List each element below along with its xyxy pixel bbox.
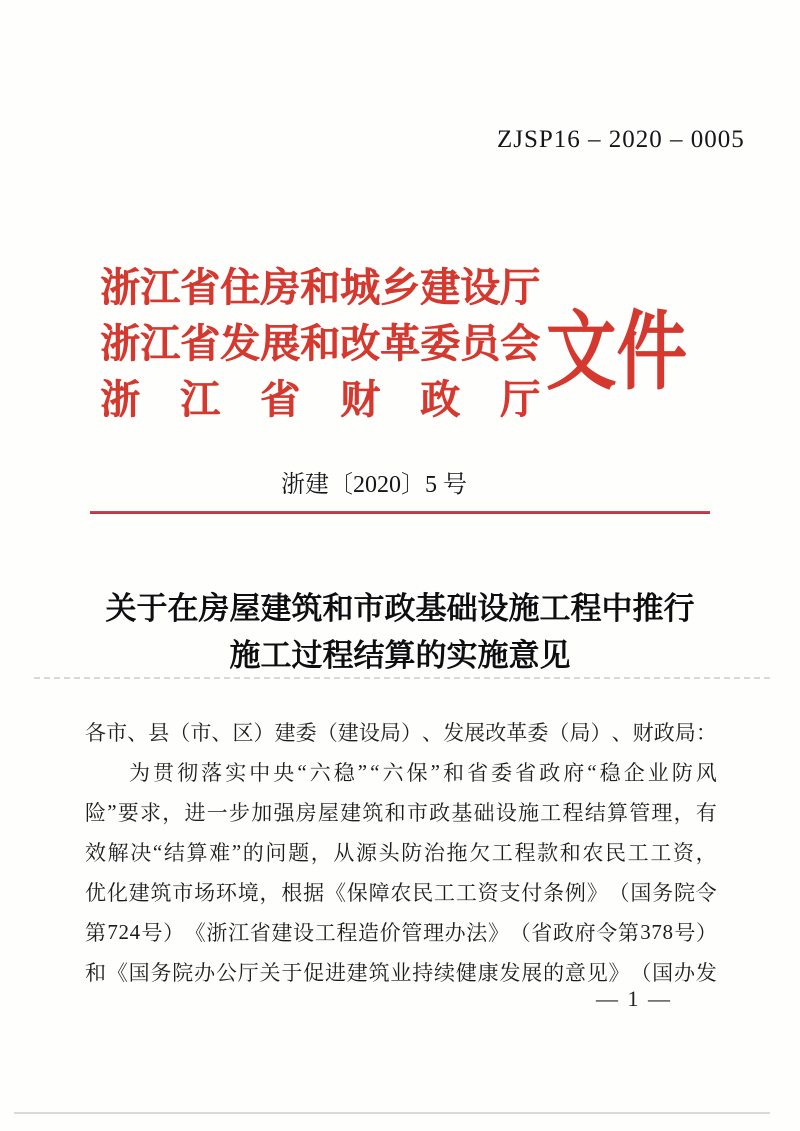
body-line: 效 解 决 “ 结 算 难 ” 的 问 题 ， 从 源 头 防 治 拖 欠 工 程 款 和 农 民 工 工 资 ，	[85, 839, 717, 865]
body-line: 为 贯 彻 落 实 中 央 “ 六 稳 ” “ 六 保 ” 和 省 委 省 政 府 “ 稳 企 业 防 风	[129, 759, 717, 785]
body-line: 和 《 国 务 院 办 公 厅 关 于 促 进 建 筑 业 持 续 健 康 发 展 的 意 见 》 （ 国 办 发	[85, 961, 717, 985]
scan-fold-artifact	[34, 677, 770, 679]
document-title	[0, 585, 800, 679]
document-body	[85, 712, 717, 992]
archival-index-code: ZJSP16 – 2020 – 0005	[497, 126, 745, 153]
agency-name-housing-construction: 浙 江 省 住 房 和 城 乡 建 设 厅	[100, 265, 540, 310]
document-reference-number: 浙建〔2020〕5 号	[281, 472, 467, 498]
salutation-line: 各 市 、 县 （ 市 、 区 ） 建 委 （ 建 设 局 ） 、 发 展 改 革 委 （ 局 ） 、 财 政 局 ：	[85, 721, 717, 745]
agency-name-finance: 浙 江 省 财 政 厅	[100, 377, 540, 422]
issuing-agencies	[100, 266, 540, 422]
body-line: 险 ” 要 求 ， 进 一 步 加 强 房 屋 建 筑 和 市 政 基 础 设 施 工 程 结 算 管 理 ， 有	[85, 799, 717, 825]
agency-name-development-reform: 浙 江 省 发 展 和 改 革 委 员 会	[100, 321, 540, 366]
doc-type-label: 文件	[546, 304, 688, 400]
title-line-1: 关于在房屋建筑和市政基础设施工程中推行	[105, 591, 695, 626]
body-line: 第 7 2 4 号 ） 《 浙 江 省 建 设 工 程 造 价 管 理 办 法 》 （ 省 政 府 令 第 3 7 8 号 ）	[85, 919, 717, 945]
red-separator-line	[90, 511, 710, 514]
title-line-2: 施工过程结算的实施意见	[229, 638, 571, 673]
letterhead	[100, 266, 706, 422]
scan-edge-artifact	[14, 1112, 770, 1114]
body-line: 优 化 建 筑 市 场 环 境 ， 根 据 《 保 障 农 民 工 工 资 支 付 条 例 》 （ 国 务 院 令	[85, 881, 717, 905]
page-number: — 1 —	[596, 986, 672, 1011]
